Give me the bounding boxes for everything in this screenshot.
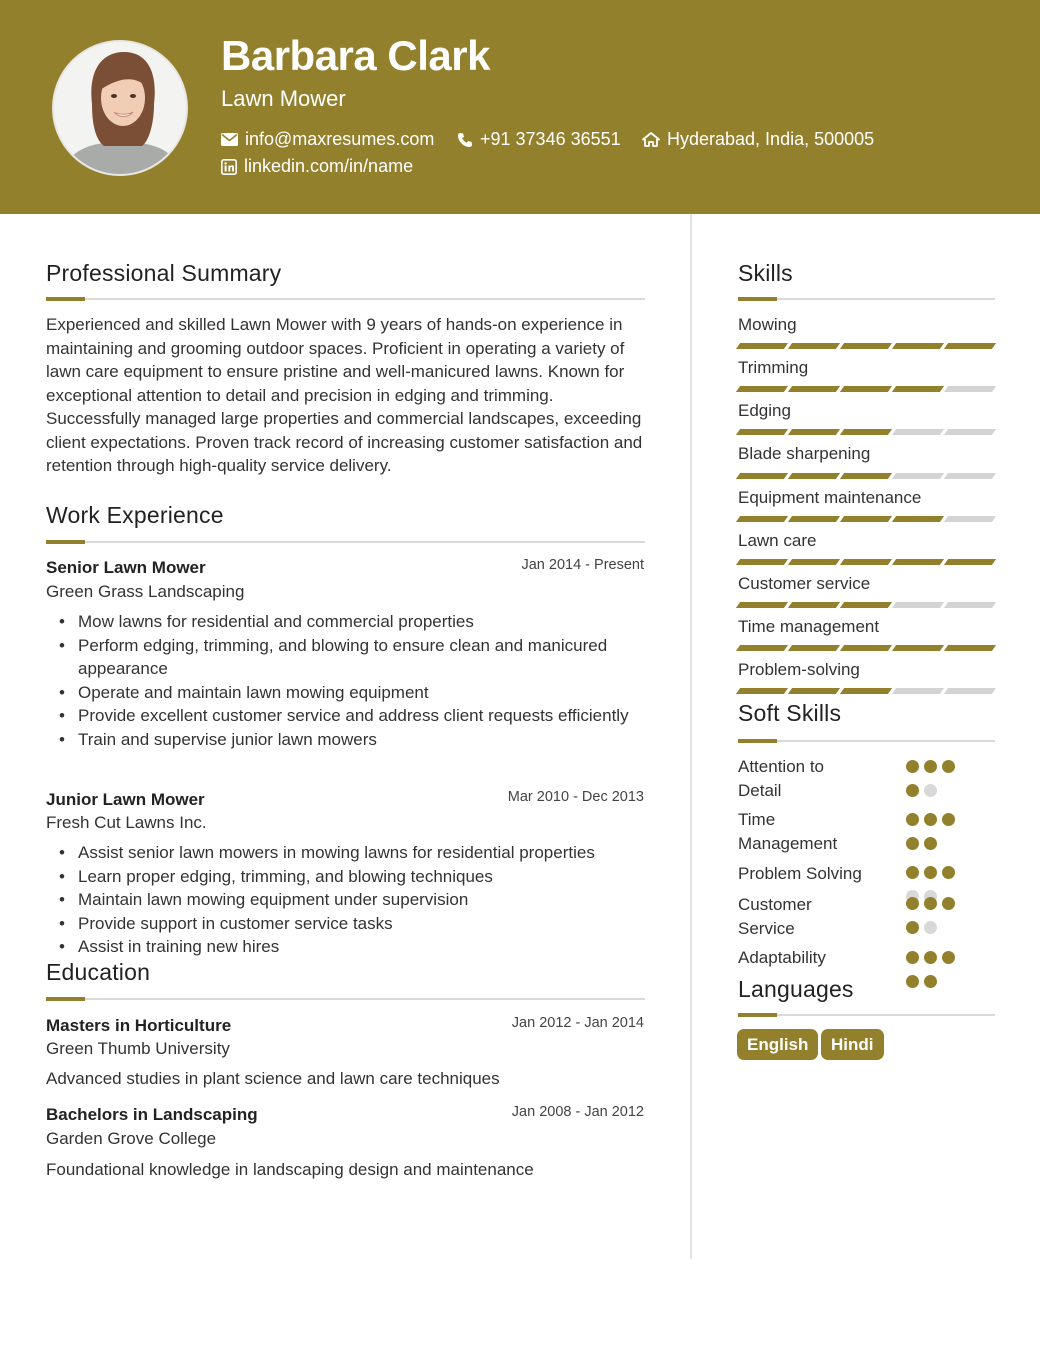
skill-level-segment (892, 645, 944, 651)
skills-heading: Skills (738, 260, 793, 286)
phone-text[interactable]: +91 37346 36551 (480, 129, 621, 149)
skill-level-segment (892, 559, 944, 565)
rating-dot (906, 921, 919, 934)
skill-level-segment (736, 343, 788, 349)
email-contact[interactable] (221, 129, 434, 150)
skill-level-segment (840, 602, 892, 608)
skill-level-bar (738, 516, 998, 522)
job-bullets (78, 610, 648, 751)
skill-name: Lawn care (738, 531, 817, 550)
resume-header (0, 0, 1040, 214)
rating-dot (906, 837, 919, 850)
skill-level-segment (944, 343, 996, 349)
degree-dates: Jan 2012 - Jan 2014 (511, 1015, 644, 1031)
education-heading: Education (46, 959, 151, 985)
address-text: Hyderabad, India, 500005 (667, 129, 875, 149)
home-icon (642, 132, 660, 147)
skill-level-segment (788, 602, 840, 608)
candidate-role: Lawn Mower (221, 86, 346, 111)
candidate-name: Barbara Clark (221, 32, 490, 79)
rating-dot (906, 951, 919, 964)
linkedin-icon (221, 159, 237, 175)
skill-level-bar (738, 688, 998, 694)
skill-name: Blade sharpening (738, 444, 871, 463)
soft-skill-name: Adaptability (738, 948, 826, 967)
skill-level-segment (892, 602, 944, 608)
skill-level-segment (944, 688, 996, 694)
skill-name: Problem-solving (738, 660, 860, 679)
skill-level-bar (738, 343, 998, 349)
soft-skill-rating (906, 760, 976, 797)
soft-skill-rating (906, 897, 976, 934)
list-item: • Learn proper edging, trimming, and blowing techniques (78, 865, 648, 889)
skill-name: Customer service (738, 574, 871, 593)
job-dates: Mar 2010 - Dec 2013 (507, 789, 644, 805)
job-title: Junior Lawn Mower (46, 790, 205, 809)
skill-level-segment (840, 386, 892, 392)
rating-dot (924, 760, 937, 773)
skill-level-bar (738, 645, 998, 651)
skill-level-bar (738, 602, 998, 608)
skill-level-segment (736, 386, 788, 392)
job-bullets (78, 841, 648, 959)
skill-level-segment (840, 645, 892, 651)
skill-level-segment (788, 473, 840, 479)
summary-text: Experienced and skilled Lawn Mower with 9 years of hands-on experience in maintaining and grooming outdoor spaces. Proficient in operating a variety of lawn care equipment to ensure pristine and well-manicured lawns. Known for exceptional attention to detail and precision in edging and trimming. Successfully managed large properties and commercial landscapes, exceeding client expectations. Proven track record of increasing customer satisfaction and retention through high-quality service delivery. (46, 315, 643, 475)
skills-rule (738, 298, 995, 300)
job-company: Fresh Cut Lawns Inc. (46, 813, 207, 832)
rating-dot (924, 951, 937, 964)
skill-level-segment (944, 559, 996, 565)
phone-contact[interactable] (457, 129, 621, 150)
job-dates: Jan 2014 - Present (521, 557, 644, 573)
skill-level-segment (944, 429, 996, 435)
address-contact (642, 129, 874, 150)
degree-title: Masters in Horticulture (46, 1016, 232, 1035)
language-badge-hindi: Hindi (821, 1029, 884, 1060)
skill-level-bar (738, 559, 998, 565)
soft-skill-rating (906, 813, 976, 850)
skill-level-segment (736, 559, 788, 565)
skill-level-segment (788, 343, 840, 349)
rating-dot (942, 897, 955, 910)
skill-level-segment (944, 386, 996, 392)
language-badge-english: English (737, 1029, 818, 1060)
list-item: • Assist senior lawn mowers in mowing lawns for residential properties (78, 841, 648, 865)
rating-dot (924, 897, 937, 910)
list-item: • Maintain lawn mowing equipment under supervision (78, 888, 648, 912)
degree-title: Bachelors in Landscaping (46, 1105, 258, 1124)
languages-rule (738, 1014, 995, 1016)
skill-level-segment (788, 386, 840, 392)
skill-level-segment (840, 343, 892, 349)
skill-level-segment (840, 516, 892, 522)
skill-level-segment (788, 559, 840, 565)
rating-dot (906, 975, 919, 988)
rating-dot (924, 975, 937, 988)
experience-rule (46, 541, 645, 543)
skill-level-segment (840, 473, 892, 479)
list-item: • Assist in training new hires (78, 935, 648, 959)
rating-dot (924, 921, 937, 934)
skill-level-segment (944, 473, 996, 479)
linkedin-text[interactable]: linkedin.com/in/name (244, 156, 414, 176)
soft-skills-heading: Soft Skills (738, 700, 842, 726)
profile-photo (52, 40, 188, 176)
experience-heading: Work Experience (46, 502, 224, 528)
rating-dot (942, 866, 955, 879)
skill-level-segment (736, 645, 788, 651)
list-item: • Mow lawns for residential and commercial properties (78, 610, 648, 634)
soft-skill-name: Attention to Detail (738, 757, 825, 800)
job-title: Senior Lawn Mower (46, 558, 206, 577)
languages-heading: Languages (738, 976, 854, 1002)
rating-dot (924, 813, 937, 826)
list-item: • Provide support in customer service tasks (78, 912, 648, 936)
skill-name: Edging (738, 401, 791, 420)
skill-level-segment (892, 429, 944, 435)
soft-skill-name: Customer Service (738, 895, 812, 938)
skill-name: Mowing (738, 315, 797, 334)
skill-name: Trimming (738, 358, 809, 377)
skill-level-segment (892, 688, 944, 694)
skill-level-segment (944, 645, 996, 651)
list-item: • Provide excellent customer service and address client requests efficiently (78, 704, 648, 728)
skill-name: Equipment maintenance (738, 488, 922, 507)
rating-dot (906, 784, 919, 797)
rating-dot (924, 784, 937, 797)
skill-level-segment (736, 473, 788, 479)
skill-level-segment (736, 516, 788, 522)
skill-level-segment (788, 516, 840, 522)
skill-level-segment (788, 429, 840, 435)
skill-level-segment (944, 516, 996, 522)
envelope-icon (221, 133, 238, 146)
soft-skills-rule (738, 740, 995, 742)
soft-skill-name: Time Management (738, 810, 838, 853)
skill-level-bar (738, 386, 998, 392)
school-name: Garden Grove College (46, 1129, 217, 1148)
skill-level-segment (840, 559, 892, 565)
degree-description: Advanced studies in plant science and lawn care techniques (46, 1069, 500, 1088)
skill-level-segment (736, 429, 788, 435)
skill-level-segment (840, 429, 892, 435)
rating-dot (942, 813, 955, 826)
skill-level-segment (840, 688, 892, 694)
skill-level-segment (892, 386, 944, 392)
skill-level-segment (736, 688, 788, 694)
skill-level-segment (944, 602, 996, 608)
list-item: • Perform edging, trimming, and blowing to ensure clean and manicured appearance (78, 634, 648, 681)
degree-description: Foundational knowledge in landscaping design and maintenance (46, 1160, 534, 1179)
summary-rule (46, 298, 645, 300)
linkedin-contact[interactable] (221, 156, 413, 177)
phone-icon (457, 132, 473, 148)
avatar-portrait-icon (54, 42, 188, 176)
skill-level-segment (788, 645, 840, 651)
skill-level-segment (892, 343, 944, 349)
rating-dot (942, 951, 955, 964)
degree-dates: Jan 2008 - Jan 2012 (511, 1104, 644, 1120)
soft-skill-rating (906, 951, 976, 988)
rating-dot (906, 760, 919, 773)
skill-name: Time management (738, 617, 880, 636)
rating-dot (906, 813, 919, 826)
soft-skill-name: Problem Solving (738, 864, 862, 883)
rating-dot (924, 837, 937, 850)
rating-dot (924, 866, 937, 879)
skill-level-segment (736, 602, 788, 608)
rating-dot (906, 897, 919, 910)
skill-level-bar (738, 429, 998, 435)
skill-level-segment (892, 516, 944, 522)
school-name: Green Thumb University (46, 1039, 230, 1058)
skill-level-segment (892, 473, 944, 479)
email-text[interactable]: info@maxresumes.com (245, 129, 435, 149)
summary-heading: Professional Summary (46, 260, 282, 286)
list-item: • Train and supervise junior lawn mowers (78, 728, 648, 752)
skill-level-bar (738, 473, 998, 479)
skill-level-segment (788, 688, 840, 694)
rating-dot (942, 760, 955, 773)
job-company: Green Grass Landscaping (46, 582, 245, 601)
rating-dot (906, 866, 919, 879)
list-item: • Operate and maintain lawn mowing equipment (78, 681, 648, 705)
education-rule (46, 998, 645, 1000)
column-divider (690, 214, 692, 1259)
